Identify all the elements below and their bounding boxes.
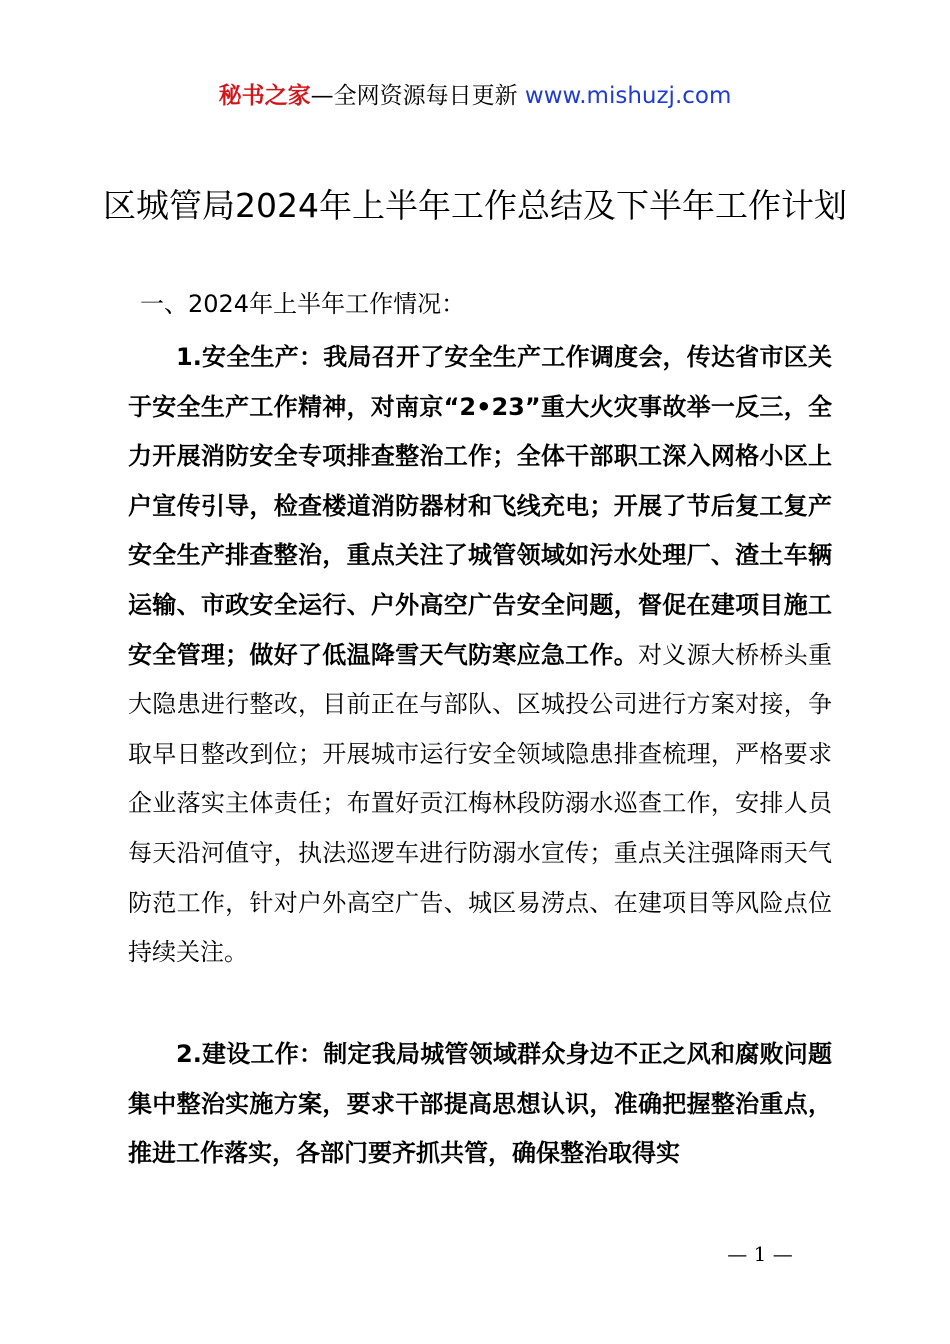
paragraph-safety: [128, 333, 832, 978]
site-header: [0, 80, 950, 112]
document-title: 区城管局2024年上半年工作总结及下半年工作计划: [103, 186, 847, 225]
paragraph-construction-bold: 2.建设工作：制定我局城管领域群众身边不正之风和腐败问题集中整治实施方案，要求干部提高思想认识，准确把握整治重点，推进工作落实，各部门要齐抓共管，确保整治取得实: [128, 1040, 832, 1168]
section-heading: 一、2024年上半年工作情况：: [140, 290, 466, 318]
paragraph-construction: [128, 1030, 832, 1179]
header-tagline: —全网资源每日更新: [310, 83, 518, 109]
brand-name: 秘书之家: [218, 83, 311, 109]
page-number: — 1 —: [727, 1242, 793, 1266]
paragraph-safety-text: 对义源大桥桥头重大隐患进行整改，目前正在与部队、区城投公司进行方案对接，争取早日整改到位；开展城市运行安全领域隐患排查梳理，严格要求企业落实主体责任；布置好贡江梅林段防溺水巡查工作，安排人员每天沿河值守，执法巡逻车进行防溺水宣传；重点关注强降雨天气防范工作，针对户外高空广告、城区易涝点、在建项目等风险点位持续关注。: [128, 640, 832, 967]
paragraph-safety-bold: 1.安全生产：我局召开了安全生产工作调度会，传达省市区关于安全生产工作精神，对南京“2•23”重大火灾事故举一反三，全力开展消防安全专项排查整治工作；全体干部职工深入网格小区上户宣传引导，检查楼道消防器材和飞线充电；开展了节后复工复产安全生产排查整治，重点关注了城管领域如污水处理厂、渣土车辆运输、市政安全运行、户外高空广告安全问题，督促在建项目施工安全管理；做好了低温降雪天气防寒应急工作。: [128, 343, 832, 669]
site-url-link[interactable]: www.mishuzj.com: [524, 83, 732, 109]
